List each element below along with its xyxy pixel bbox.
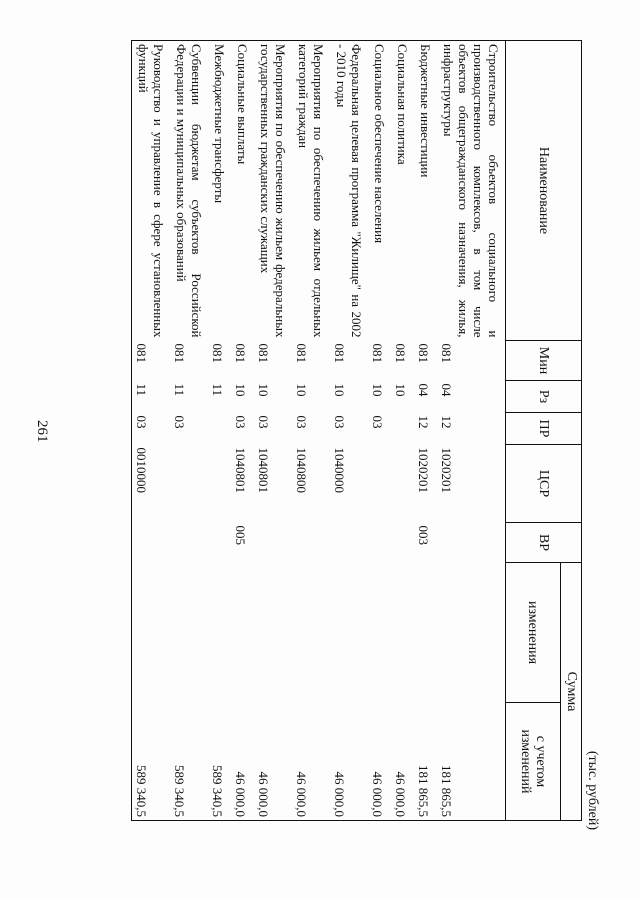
cell-csr: 1040801 (256, 447, 271, 493)
cell-csr (368, 445, 391, 523)
table-row (292, 41, 330, 821)
cell-min: 081 (332, 343, 347, 363)
header-csr: ЦСР (506, 445, 582, 523)
cell-csr: 1040801 (233, 447, 248, 493)
cell-min: 081 (416, 343, 431, 363)
cell-changes (231, 563, 254, 703)
header-min: Мин (506, 341, 582, 381)
cell-csr: 1020201 (416, 447, 431, 493)
cell-name: Руководство и управление в сфере установленных функций (132, 41, 171, 341)
cell-total: 46 000,0 (231, 703, 254, 821)
cell-vr (254, 523, 292, 563)
cell-rz: 10 (294, 383, 309, 397)
cell-rz: 11 (172, 383, 187, 397)
units-label: (тыс. рублей) (585, 750, 600, 830)
table-row (368, 41, 391, 821)
header-with-changes: с учетом изменений (506, 703, 561, 821)
page-number-text: 261 (34, 420, 50, 443)
cell-name: Межбюджетные трансферты (208, 41, 231, 341)
cell-vr: 003 (416, 525, 431, 545)
header-name: Наименование (506, 41, 582, 341)
cell-vr (437, 523, 506, 563)
header-sum: Сумма (561, 563, 582, 821)
table-row (330, 41, 368, 821)
cell-vr (368, 523, 391, 563)
cell-total: 46 000,0 (368, 703, 391, 821)
cell-changes (292, 563, 330, 703)
cell-total: 46 000,0 (254, 703, 292, 821)
cell-min: 081 (233, 343, 248, 363)
cell-vr (208, 523, 231, 563)
cell-pr: 12 (416, 415, 431, 429)
cell-total: 46 000,0 (292, 703, 330, 821)
cell-rz: 10 (233, 383, 248, 397)
cell-rz: 10 (393, 383, 408, 397)
rotated-table-area (40, 40, 600, 840)
cell-name: Социальное обеспечение населения (368, 41, 391, 341)
cell-vr (391, 523, 414, 563)
cell-pr: 03 (132, 413, 171, 445)
cell-rz: 11 (132, 381, 171, 413)
table-row (414, 41, 437, 821)
cell-name: Мероприятия по обеспечению жильем федеральных государственных гражданских служащих (254, 41, 292, 341)
cell-rz: 10 (370, 383, 385, 397)
cell-name: Федеральная целевая программа "Жилище" на 2002 - 2010 годы (330, 41, 368, 341)
table-row (231, 41, 254, 821)
cell-total: 181 865,5 (437, 703, 506, 821)
cell-total: 46 000,0 (330, 703, 368, 821)
cell-rz: 04 (416, 383, 431, 397)
table-row (254, 41, 292, 821)
cell-changes (391, 563, 414, 703)
cell-pr (208, 413, 231, 445)
cell-changes (437, 563, 506, 703)
cell-csr (170, 445, 208, 523)
cell-min: 081 (256, 343, 271, 363)
cell-csr (208, 445, 231, 523)
cell-vr: 005 (233, 525, 248, 545)
cell-csr: 1040800 (294, 447, 309, 493)
table-row (437, 41, 506, 821)
cell-changes (132, 563, 171, 703)
cell-min: 081 (439, 343, 454, 363)
cell-pr: 03 (172, 415, 187, 429)
cell-changes (368, 563, 391, 703)
cell-pr: 03 (370, 415, 385, 429)
cell-name: Строительство объектов социального и производственного комплексов, в том числе объектов общегражданского назначения, жилья, инфраструктуры (437, 41, 506, 341)
header-vr: ВР (506, 523, 582, 563)
cell-min: 081 (132, 341, 171, 381)
cell-min: 081 (393, 343, 408, 363)
table-row (170, 41, 208, 821)
cell-name: Социальная политика (391, 41, 414, 341)
cell-name: Мероприятия по обеспечению жильем отдельных категорий граждан (292, 41, 330, 341)
cell-pr (391, 413, 414, 445)
header-row-1 (561, 41, 582, 821)
header-pr: ПР (506, 413, 582, 445)
header-changes: изменения (506, 563, 561, 703)
cell-name: Субвенции бюджетам субъектов Российской Федерации и муниципальных образований (170, 41, 208, 341)
cell-rz: 10 (256, 383, 271, 397)
cell-csr (391, 445, 414, 523)
cell-rz: 10 (332, 383, 347, 397)
table-row (132, 41, 171, 821)
cell-total: 46 000,0 (391, 703, 414, 821)
cell-pr: 03 (256, 415, 271, 429)
cell-csr: 0010000 (132, 445, 171, 523)
cell-changes (170, 563, 208, 703)
cell-pr: 03 (233, 415, 248, 429)
budget-table (131, 40, 582, 821)
cell-min: 081 (172, 343, 187, 363)
cell-csr: 1020201 (439, 447, 454, 493)
cell-pr: 03 (294, 415, 309, 429)
cell-name: Бюджетные инвестиции (414, 41, 437, 341)
cell-vr (170, 523, 208, 563)
cell-pr: 03 (332, 415, 347, 429)
cell-total: 181 865,5 (414, 703, 437, 821)
cell-total: 589 340,5 (208, 703, 231, 821)
cell-vr (132, 523, 171, 563)
cell-vr (292, 523, 330, 563)
cell-total: 589 340,5 (170, 703, 208, 821)
table-row (391, 41, 414, 821)
cell-total: 589 340,5 (132, 703, 171, 821)
cell-vr (330, 523, 368, 563)
cell-min: 081 (294, 343, 309, 363)
cell-changes (254, 563, 292, 703)
table-row (208, 41, 231, 821)
cell-csr: 1040000 (332, 447, 347, 493)
table-body (132, 41, 506, 821)
cell-changes (414, 563, 437, 703)
cell-changes (208, 563, 231, 703)
cell-rz: 11 (210, 383, 225, 397)
cell-min: 081 (370, 343, 385, 363)
cell-pr: 12 (439, 415, 454, 429)
cell-rz: 04 (439, 383, 454, 397)
cell-min: 081 (210, 343, 225, 363)
cell-name: Социальные выплаты (231, 41, 254, 341)
header-rz: Рз (506, 381, 582, 413)
cell-changes (330, 563, 368, 703)
